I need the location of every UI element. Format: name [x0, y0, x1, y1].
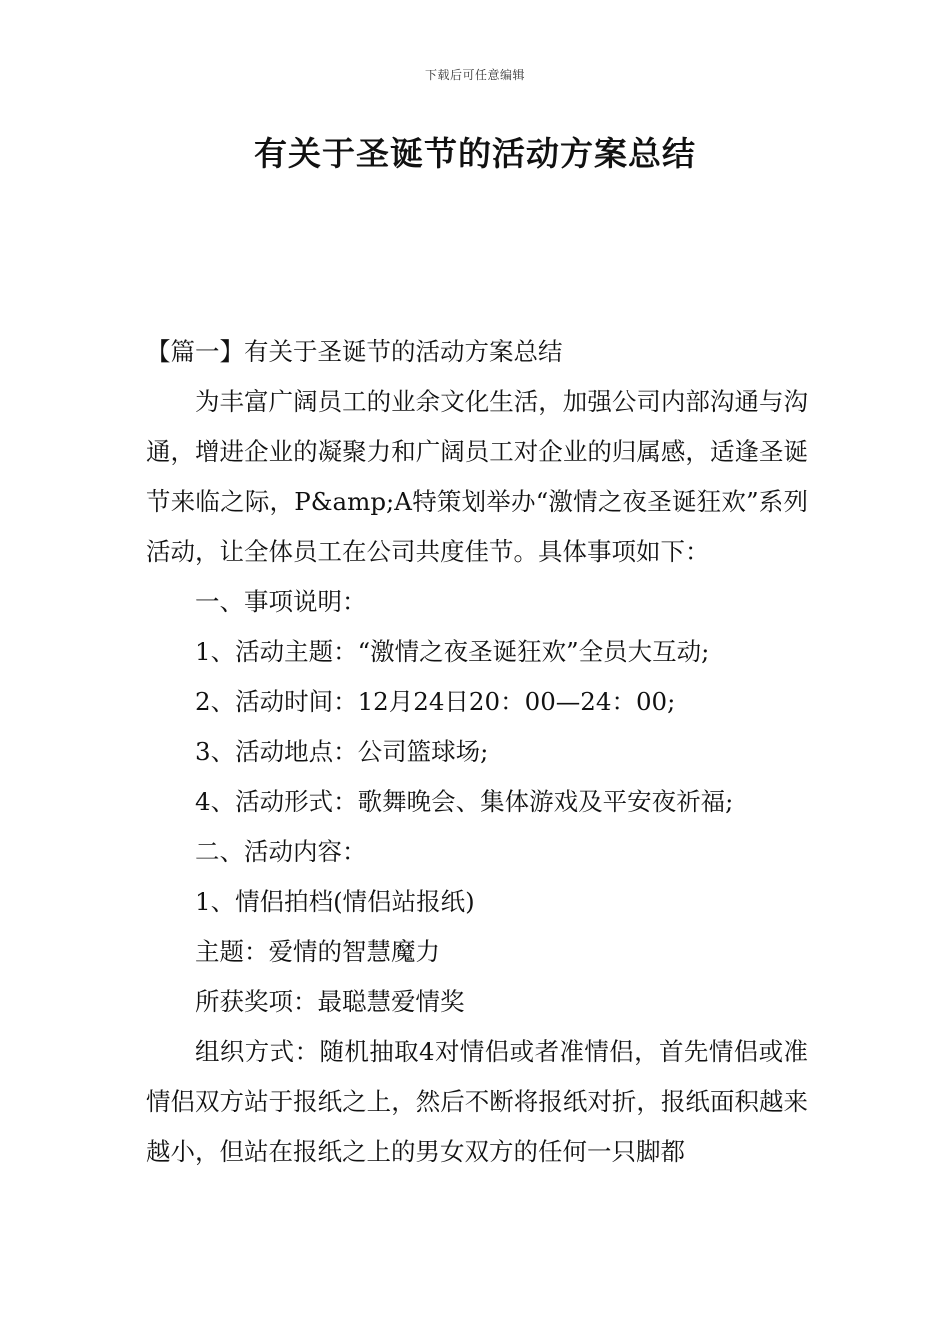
part2-heading: 二、活动内容： [195, 837, 367, 866]
activity1-theme: 主题：爱情的智慧魔力 [195, 937, 440, 966]
document-body [146, 327, 808, 1177]
section-heading: 【篇一】有关于圣诞节的活动方案总结 [146, 337, 563, 366]
activity1-award: 所获奖项：最聪慧爱情奖 [195, 987, 465, 1016]
intro-paragraph: 为丰富广阔员工的业余文化生活，加强公司内部沟通与沟通，增进企业的凝聚力和广阔员工对企业的归属感，适逢圣诞节来临之际，P&amp;A特策划举办“激情之夜圣诞狂欢”系列活动，让全体员工在公司共度佳节。具体事项如下： [146, 387, 808, 566]
header-note: 下载后可任意编辑 [424, 68, 525, 82]
part1-item-location: 3、活动地点：公司篮球场; [195, 737, 489, 766]
part1-heading: 一、事项说明： [195, 587, 367, 616]
part1-item-theme: 1、活动主题：“激情之夜圣诞狂欢”全员大互动; [195, 637, 710, 666]
part1-item-time: 2、活动时间：12月24日20：00—24：00; [195, 687, 676, 716]
document-title: 有关于圣诞节的活动方案总结 [254, 134, 696, 173]
part1-item-format: 4、活动形式：歌舞晚会、集体游戏及平安夜祈福; [195, 787, 734, 816]
activity1-method: 组织方式：随机抽取4对情侣或者准情侣，首先情侣或准情侣双方站于报纸之上，然后不断将报纸对折，报纸面积越来越小，但站在报纸之上的男女双方的任何一只脚都 [146, 1037, 808, 1166]
activity1-title: 1、情侣拍档(情侣站报纸) [195, 887, 475, 916]
